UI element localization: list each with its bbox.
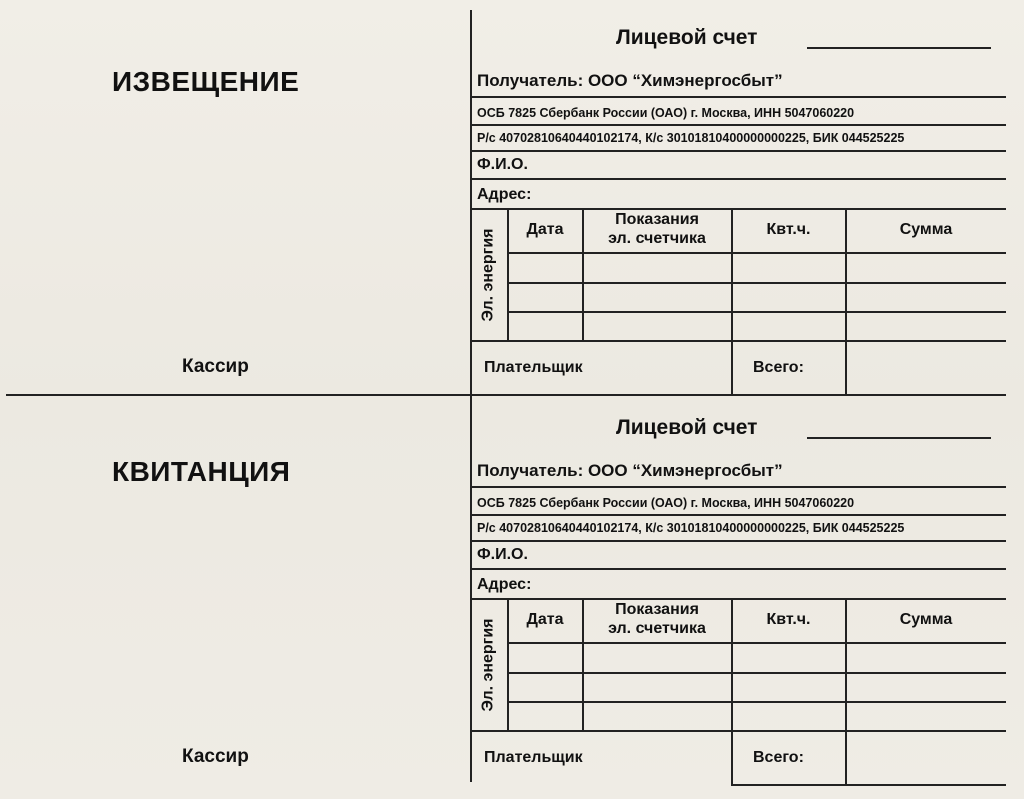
col-sum: Сумма xyxy=(899,611,953,628)
receipt-title: КВИТАНЦИЯ xyxy=(112,456,291,487)
col-readings: Показания эл. счетчика xyxy=(608,601,706,637)
col-kwh: Квт.ч. xyxy=(766,221,811,238)
energy-side-label: Эл. энергия xyxy=(480,228,498,322)
col-date: Дата xyxy=(526,611,564,628)
cashier-label: Кассир xyxy=(182,356,249,377)
bank-info: ОСБ 7825 Сбербанк России (ОАО) г. Москва, ИНН 5047060220 xyxy=(477,106,855,120)
notice-title: ИЗВЕЩЕНИЕ xyxy=(112,66,300,97)
divider xyxy=(472,568,1006,570)
divider xyxy=(472,124,1006,126)
notice-section xyxy=(0,0,1024,390)
account-label: Лицевой счет xyxy=(616,416,758,439)
divider xyxy=(472,96,1006,98)
receipt-section xyxy=(0,390,1024,780)
account-field[interactable] xyxy=(807,437,991,439)
bank-details: Р/с 40702810640440102174, К/с 30101810400000000225, БИК 044525225 xyxy=(477,521,905,535)
cashier-label: Кассир xyxy=(182,746,249,767)
energy-side-label: Эл. энергия xyxy=(480,618,498,712)
divider xyxy=(472,540,1006,542)
fio-field[interactable]: Ф.И.О. xyxy=(477,546,528,563)
account-label: Лицевой счет xyxy=(616,26,758,49)
total-label: Всего: xyxy=(753,749,804,766)
divider xyxy=(472,514,1006,516)
divider xyxy=(472,486,1006,488)
payer-label: Плательщик xyxy=(484,359,583,376)
address-field[interactable]: Адрес: xyxy=(477,576,532,593)
divider xyxy=(472,150,1006,152)
total-label: Всего: xyxy=(753,359,804,376)
bank-info: ОСБ 7825 Сбербанк России (ОАО) г. Москва, ИНН 5047060220 xyxy=(477,496,855,510)
col-date: Дата xyxy=(526,221,564,238)
payer-label: Плательщик xyxy=(484,749,583,766)
recipient: Получатель: ООО “Химэнергосбыт” xyxy=(477,461,783,480)
energy-table xyxy=(472,208,1006,388)
col-readings: Показания эл. счетчика xyxy=(608,211,706,247)
divider xyxy=(472,178,1006,180)
receipt-details xyxy=(472,390,1006,780)
account-field[interactable] xyxy=(807,47,991,49)
bank-details: Р/с 40702810640440102174, К/с 30101810400000000225, БИК 044525225 xyxy=(477,131,905,145)
notice-details xyxy=(472,0,1006,390)
energy-table xyxy=(472,598,1006,778)
fio-field[interactable]: Ф.И.О. xyxy=(477,156,528,173)
col-kwh: Квт.ч. xyxy=(766,611,811,628)
recipient: Получатель: ООО “Химэнергосбыт” xyxy=(477,71,783,90)
col-sum: Сумма xyxy=(899,221,953,238)
address-field[interactable]: Адрес: xyxy=(477,186,532,203)
